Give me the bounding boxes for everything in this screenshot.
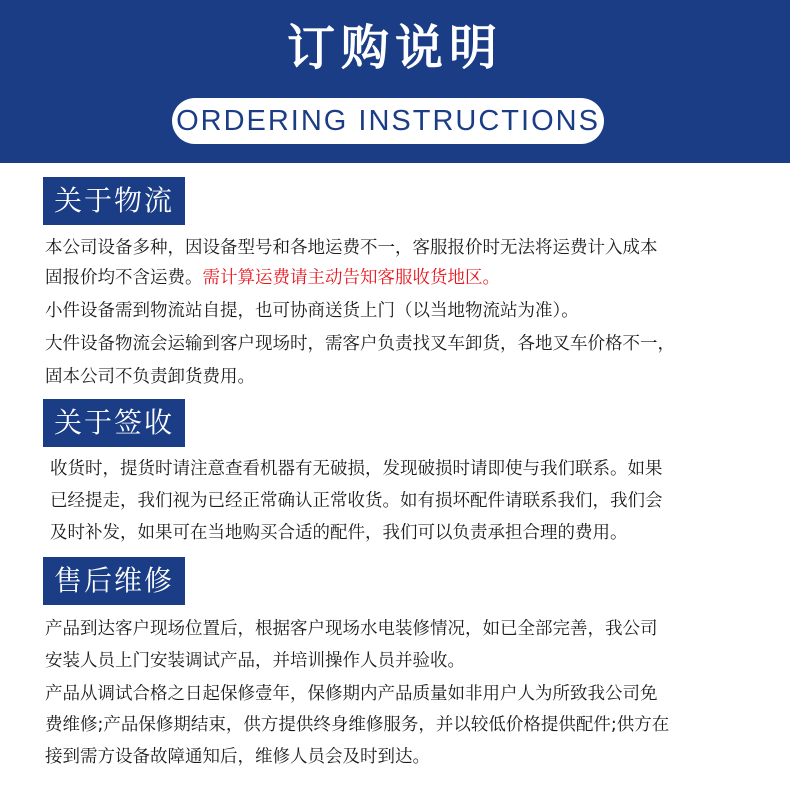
logistics-line-2-text: 固报价均不含运费。: [45, 268, 203, 288]
logistics-line-1: 本公司设备多种，因设备型号和各地运费不一，客服报价时无法将运费计入成本: [45, 238, 658, 258]
after-sales-line-1: 产品到达客户现场位置后，根据客户现场水电装修情况，如已全部完善，我公司: [45, 619, 658, 639]
logistics-line-2: [45, 264, 500, 292]
logistics-line-5: 固本公司不负责卸货费用。: [45, 367, 255, 387]
logistics-line-3: 小件设备需到物流站自提，也可协商送货上门（以当地物流站为准）。: [45, 301, 579, 321]
page-subtitle-pill: ORDERING INSTRUCTIONS: [172, 98, 604, 144]
after-sales-line-5: 接到需方设备故障通知后，维修人员会及时到达。: [45, 747, 430, 767]
receipt-line-1: 收货时，提货时请注意查看机器有无破损，发现破损时请即使与我们联系。如果: [50, 459, 663, 479]
section-title-logistics: 关于物流: [43, 177, 185, 225]
after-sales-line-2: 安装人员上门安装调试产品，并培训操作人员并验收。: [45, 651, 465, 671]
page-title: 订购说明: [286, 20, 503, 76]
section-title-after-sales: 售后维修: [43, 557, 185, 605]
header-banner: [0, 0, 790, 163]
logistics-shipping-notice: 需计算运费请主动告知客服收货地区。: [202, 268, 500, 288]
receipt-line-3: 及时补发，如果可在当地购买合适的配件，我们可以负责承担合理的费用。: [50, 523, 628, 543]
after-sales-line-4: 费维修;产品保修期结束，供方提供终身维修服务，并以较低价格提供配件;供方在: [45, 715, 670, 735]
after-sales-line-3: 产品从调试合格之日起保修壹年，保修期内产品质量如非用户人为所致我公司免: [45, 684, 658, 704]
logistics-line-4: 大件设备物流会运输到客户现场时，需客户负责找叉车卸货，各地叉车价格不一，: [45, 334, 675, 354]
section-title-receipt: 关于签收: [43, 399, 185, 447]
receipt-line-2: 已经提走，我们视为已经正常确认正常收货。如有损坏配件请联系我们，我们会: [50, 491, 663, 511]
